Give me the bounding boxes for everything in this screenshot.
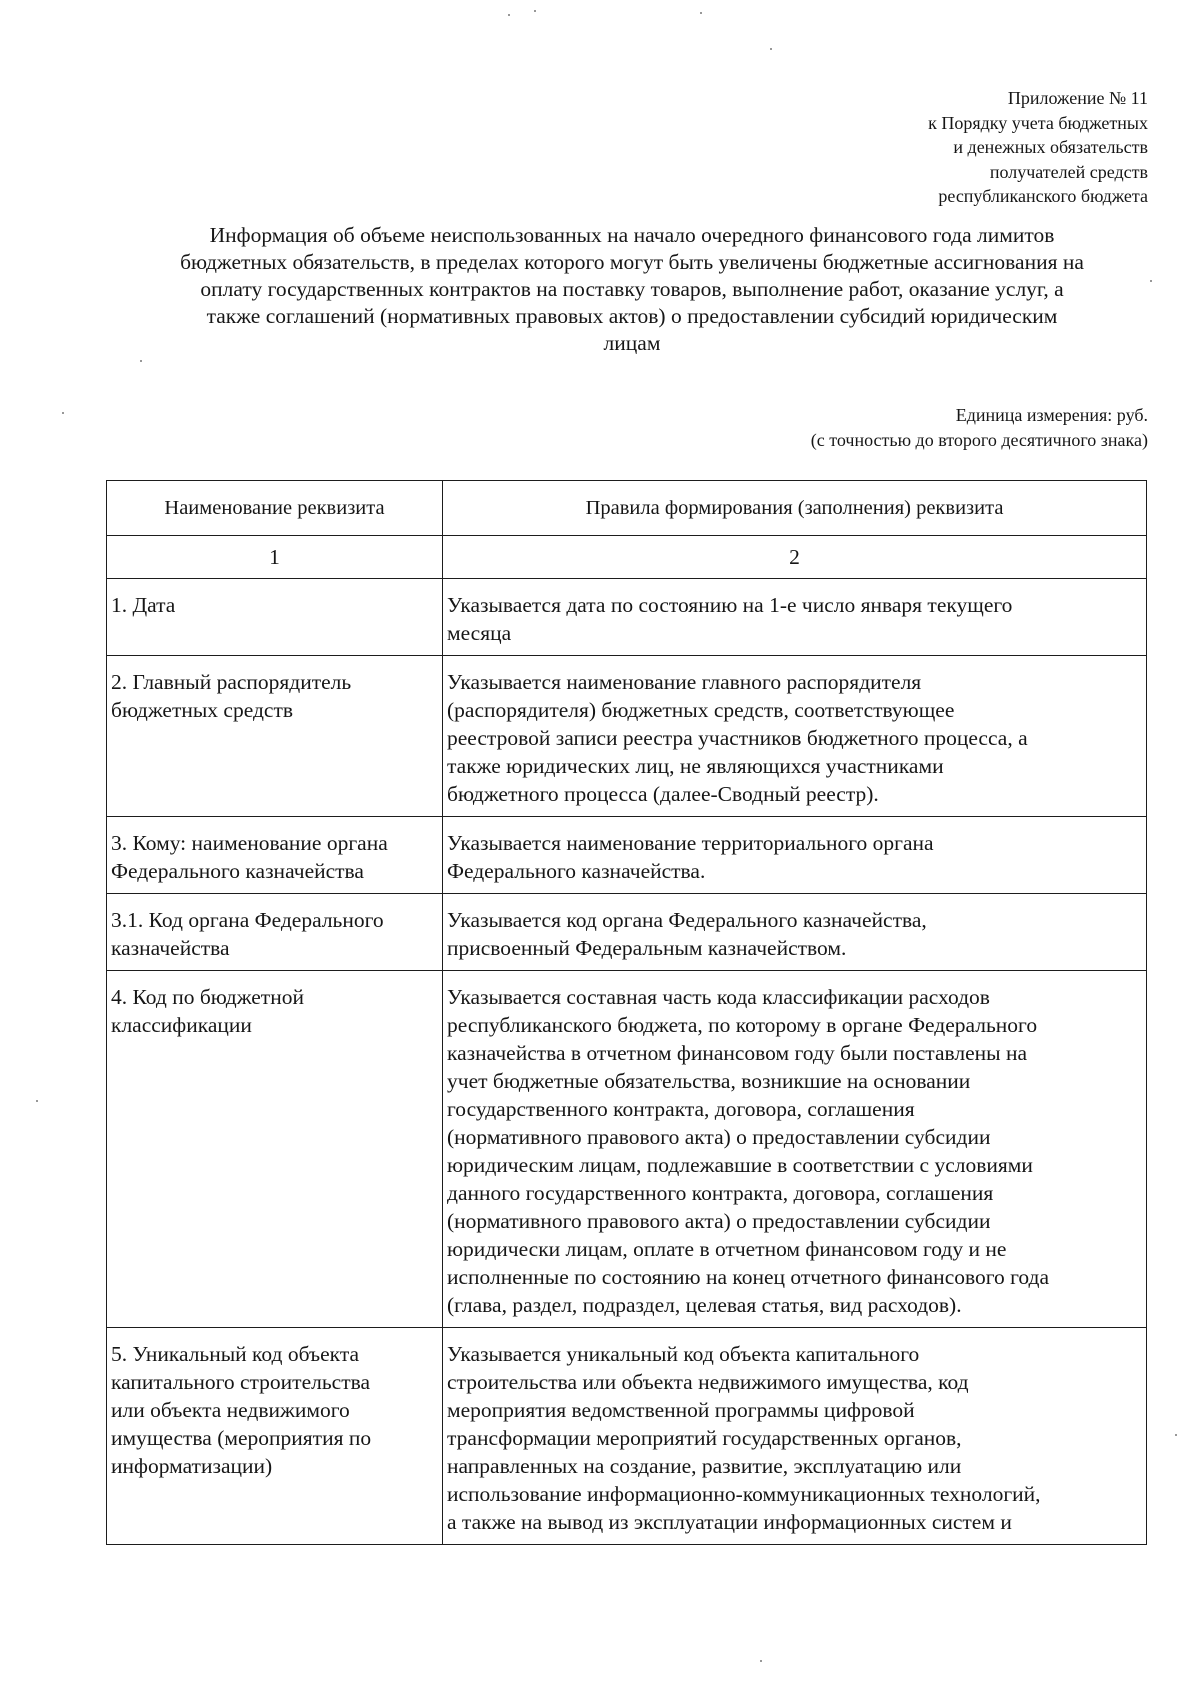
scan-speck <box>770 48 772 50</box>
requisite-rule-line: строительства или объекта недвижимого имущества, код <box>447 1370 969 1394</box>
title-line: лицам <box>603 331 661 355</box>
requisite-name-line: 3.1. Код органа Федерального <box>111 908 384 932</box>
requisite-rule-line: данного государственного контракта, договора, соглашения <box>447 1181 994 1205</box>
requisite-name-line: 3. Кому: наименование органа <box>111 831 388 855</box>
requisite-rule-cell <box>443 817 1147 894</box>
requisite-rule-cell <box>443 1328 1147 1545</box>
requisite-name-cell <box>107 971 443 1328</box>
requisite-rule-line: (распорядителя) бюджетных средств, соответствующее <box>447 698 955 722</box>
requisite-name-cell <box>107 817 443 894</box>
table-row <box>107 1328 1147 1545</box>
requisite-name-line: бюджетных средств <box>111 698 294 722</box>
requisite-rule-line: (глава, раздел, подраздел, целевая статья, вид расходов). <box>447 1293 962 1317</box>
appendix-line: и денежных обязательств <box>953 137 1148 157</box>
requisite-rule-line: Федерального казначейства. <box>447 859 706 883</box>
requisite-rule-line: трансформации мероприятий государственных органов, <box>447 1426 962 1450</box>
requisite-rule-cell <box>443 971 1147 1328</box>
requisite-rule-cell <box>443 579 1147 656</box>
requisite-rule-line: (нормативного правового акта) о предоставлении субсидии <box>447 1125 991 1149</box>
requisite-rule-line: Указывается наименование территориального органа <box>447 831 934 855</box>
scan-speck <box>700 12 702 14</box>
column-number-row <box>107 536 1147 579</box>
requisite-rule-line: юридическим лицам, подлежавшие в соответствии с условиями <box>447 1153 1033 1177</box>
requisite-rule-cell <box>443 656 1147 817</box>
column-header-name: Наименование реквизита <box>107 481 443 536</box>
requisite-name-line: информатизации) <box>111 1454 273 1478</box>
units-line: (с точностью до второго десятичного знака) <box>810 430 1148 450</box>
requisite-name-line: 4. Код по бюджетной <box>111 985 304 1009</box>
requisite-name-cell <box>107 894 443 971</box>
column-header-rules: Правила формирования (заполнения) реквизита <box>443 481 1147 536</box>
appendix-line: республиканского бюджета <box>938 186 1148 206</box>
requisite-name-line: Федерального казначейства <box>111 859 364 883</box>
requisite-name-line: 5. Уникальный код объекта <box>111 1342 360 1366</box>
requisite-rule-cell <box>443 894 1147 971</box>
requisite-rule-line: республиканского бюджета, по которому в органе Федерального <box>447 1013 1038 1037</box>
scan-speck <box>1150 280 1152 282</box>
requisite-rule-line: направленных на создание, развитие, эксплуатацию или <box>447 1454 962 1478</box>
appendix-line: к Порядку учета бюджетных <box>928 112 1148 133</box>
table-row <box>107 579 1147 656</box>
requisite-name-line: имущества (мероприятия по <box>111 1426 372 1450</box>
requisite-name-line: или объекта недвижимого <box>111 1398 350 1422</box>
requisite-rule-line: реестровой записи реестра участников бюджетного процесса, а <box>447 726 1028 750</box>
requisite-rule-line: бюджетного процесса (далее-Сводный реестр). <box>447 782 879 806</box>
table-row <box>107 656 1147 817</box>
requisite-rule-line: Указывается уникальный код объекта капитального <box>447 1342 920 1366</box>
requisite-name-line: капитального строительства <box>111 1370 371 1394</box>
table-row <box>107 894 1147 971</box>
requisite-rule-line: юридически лицам, оплате в отчетном финансовом году и не <box>447 1237 1007 1261</box>
requisite-name-line: 2. Главный распорядитель <box>111 670 352 694</box>
table-header-row <box>107 481 1147 536</box>
requisite-rule-line: государственного контракта, договора, соглашения <box>447 1097 915 1121</box>
requisite-name-cell <box>107 1328 443 1545</box>
units-line: Единица измерения: руб. <box>955 405 1148 425</box>
requisites-table <box>106 480 1147 1545</box>
measurement-units <box>548 403 1148 453</box>
table-row <box>107 971 1147 1328</box>
requisite-rule-line: Указывается составная часть кода классификации расходов <box>447 985 990 1009</box>
requisite-name-cell <box>107 656 443 817</box>
scan-speck <box>36 1100 38 1102</box>
requisite-rule-line: казначейства в отчетном финансовом году были поставлены на <box>447 1041 1028 1065</box>
scan-speck <box>508 14 510 16</box>
requisite-rule-line: исполненные по состоянию на конец отчетного финансового года <box>447 1265 1050 1289</box>
table-row <box>107 817 1147 894</box>
scan-speck <box>140 360 142 362</box>
title-line: бюджетных обязательств, в пределах которого могут быть увеличены бюджетные ассигнования на <box>180 250 1084 274</box>
requisite-rule-line: также юридических лиц, не являющихся участниками <box>447 754 944 778</box>
scan-speck <box>760 1660 762 1662</box>
requisite-name-cell <box>107 579 443 656</box>
table-body <box>107 536 1147 1545</box>
scan-speck <box>1175 1434 1177 1436</box>
requisite-rule-line: Указывается код органа Федерального казначейства, <box>447 908 927 932</box>
requisite-rule-line: использование информационно-коммуникационных технологий, <box>447 1482 1041 1506</box>
requisite-name-line: классификации <box>111 1013 252 1037</box>
requisite-rule-line: мероприятия ведомственной программы цифровой <box>447 1398 915 1422</box>
appendix-reference <box>728 86 1148 209</box>
requisite-rule-line: Указывается наименование главного распорядителя <box>447 670 922 694</box>
requisite-rule-line: а также на вывод из эксплуатации информационных систем и <box>447 1510 1012 1534</box>
requisite-name-line: казначейства <box>111 936 230 960</box>
appendix-line: получателей средств <box>989 161 1148 182</box>
requisite-rule-line: месяца <box>447 621 512 645</box>
title-line: также соглашений (нормативных правовых актов) о предоставлении субсидий юридическим <box>206 304 1058 328</box>
title-line: оплату государственных контрактов на поставку товаров, выполнение работ, оказание услуг, а <box>200 277 1064 301</box>
requisite-rule-line: учет бюджетные обязательства, возникшие на основании <box>447 1069 971 1093</box>
appendix-line: Приложение № 11 <box>1007 88 1148 108</box>
requisite-rule-line: присвоенный Федеральным казначейством. <box>447 936 847 960</box>
requisite-name-line: 1. Дата <box>111 593 176 617</box>
title-line: Информация об объеме неиспользованных на начало очередного финансового года лимитов <box>209 223 1055 247</box>
document-title <box>112 222 1152 357</box>
requisite-rule-line: Указывается дата по состоянию на 1-е число января текущего <box>447 593 1013 617</box>
requisite-rule-line: (нормативного правового акта) о предоставлении субсидии <box>447 1209 991 1233</box>
scan-speck <box>62 412 64 414</box>
scan-speck <box>534 10 536 12</box>
column-number: 2 <box>443 536 1147 579</box>
column-number: 1 <box>107 536 443 579</box>
